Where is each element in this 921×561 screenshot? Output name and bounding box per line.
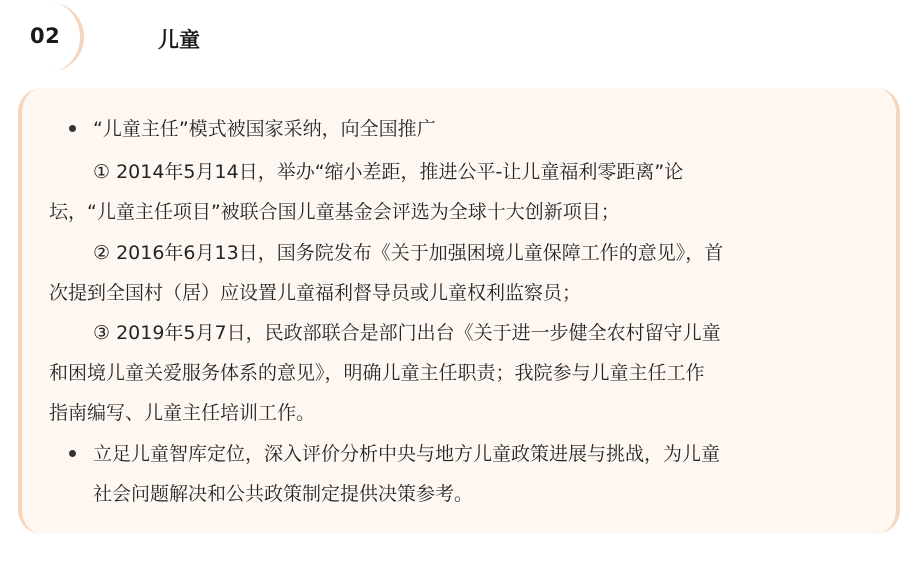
list-item-line: 指南编写、儿童主任培训工作。 <box>49 402 316 424</box>
bullet-text: 社会问题解决和公共政策制定提供决策参考。 <box>93 483 474 505</box>
section-title: 儿童 <box>158 28 200 52</box>
bullet-text: “儿童主任”模式被国家采纳，向全国推广 <box>93 118 436 140</box>
bullet-dot <box>69 450 76 457</box>
list-item-line: 次提到全国村（居）应设置儿童福利督导员或儿童权利监察员； <box>49 282 582 304</box>
section-header <box>0 0 921 80</box>
section-number: 02 <box>30 24 61 48</box>
list-item-line: ② 2016年6月13日，国务院发布《关于加强困境儿童保障工作的意见》，首 <box>93 242 724 264</box>
bullet-text: 立足儿童智库定位，深入评价分析中央与地方儿童政策进展与挑战，为儿童 <box>93 443 721 465</box>
list-item-line: 坛，“儿童主任项目”被联合国儿童基金会评选为全球十大创新项目； <box>49 201 620 223</box>
list-item-line: ③ 2019年5月7日，民政部联合是部门出台《关于进一步健全农村留守儿童 <box>93 322 721 344</box>
content-card <box>18 88 900 534</box>
list-item-line: 和困境儿童关爱服务体系的意见》，明确儿童主任职责；我院参与儿童主任工作 <box>49 362 705 384</box>
list-item-line: ① 2014年5月14日，举办“缩小差距，推进公平-让儿童福利零距离”论 <box>93 161 684 183</box>
bullet-dot <box>69 125 76 132</box>
